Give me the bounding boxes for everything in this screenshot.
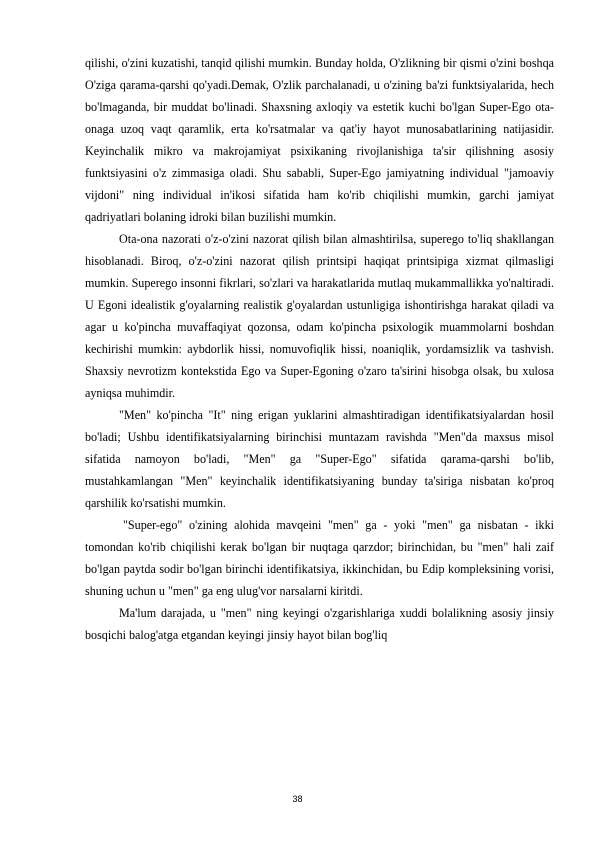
paragraph-1: qilishi, o'zini kuzatishi, tanqid qilishi mumkin. Bunday holda, O'zlikning bir qismi o'zini boshqa O'ziga qarama-qarshi qo'yadi.Demak, O'zlik parchalanadi, u o'zining ba'zi funktsiyalarida, hech bo'lmaganda, bir muddat bo'linadi. Shaxsning axloqiy va estetik kuchi bo'lgan Super-Ego ota-onaga uzoq vaqt qaramlik, erta ko'rsatmalar va qat'iy hayot munosabatlarining natijasidir. Keyinchalik mikro va makrojamiyat psixikaning rivojlanishiga ta'sir qilishning asosiy funktsiyasini o'z zimmasiga oladi. Shu sababli, Super-Ego jamiyatning individual "jamoaviy vijdoni" ning individual in'ikosi sifatida ham ko'rib chiqilishi mumkin, garchi jamiyat qadriyatlari bolaning idroki bilan buzilishi mumkin. xyxy=(85,56,554,224)
document-body xyxy=(85,52,554,646)
paragraph-2: Ota-ona nazorati o'z-o'zini nazorat qilish bilan almashtirilsa, superego to'liq shakllangan hisoblanadi. Biroq, o'z-o'zini nazorat qilish printsipi haqiqat printsipiga xizmat qilmasligi mumkin. Superego insonni fikrlari, so'zlari va harakatlarida mutlaq mukammallikka yo'naltiradi. U Egoni idealistik g'oyalarning realistik g'oyalardan ustunligiga ishontirishga harakat qiladi va agar u ko'pincha muvaffaqiyat qozonsa, odam ko'pincha psixologik muammolarni boshdan kechirishi mumkin: aybdorlik hissi, nomuvofiqlik hissi, noaniqlik, yordamsizlik va tashvish. Shaxsiy nevrotizm kontekstida Ego va Super-Egoning o'zaro ta'sirini hisobga olsak, bu xulosa ayniqsa muhimdir. xyxy=(85,232,554,400)
paragraph-3: "Men" ko'pincha "It" ning erigan yuklarini almashtiradigan identifikatsiyalardan hosil bo'ladi; Ushbu identifikatsiyalarning birinchisi muntazam ravishda "Men"da maxsus misol sifatida namoyon bo'ladi, "Men" ga "Super-Ego" sifatida qarama-qarshi bo'lib, mustahkamlangan "Men" keyinchalik identifikatsiyaning bunday ta'siriga nisbatan ko'proq qarshilik ko'rsatishi mumkin. xyxy=(85,408,554,510)
paragraph-4: "Super-ego" o'zining alohida mavqeini "men" ga - yoki "men" ga nisbatan - ikki tomondan ko'rib chiqilishi kerak bo'lgan bir nuqtaga qarzdor; birinchidan, bu "men" hali zaif bo'lgan paytda sodir bo'lgan birinchi identifikatsiya, ikkinchidan, bu Edip kompleksining vorisi, shuning uchun u "men" ga eng ulug'vor narsalarni kiritdi. xyxy=(85,518,554,598)
paragraph-5: Ma'lum darajada, u "men" ning keyingi o'zgarishlariga xuddi bolalikning asosiy jinsiy bosqichi balog'atga etgandan keyingi jinsiy hayot bilan bog'liq xyxy=(85,606,554,642)
page-number: 38 xyxy=(292,794,303,804)
